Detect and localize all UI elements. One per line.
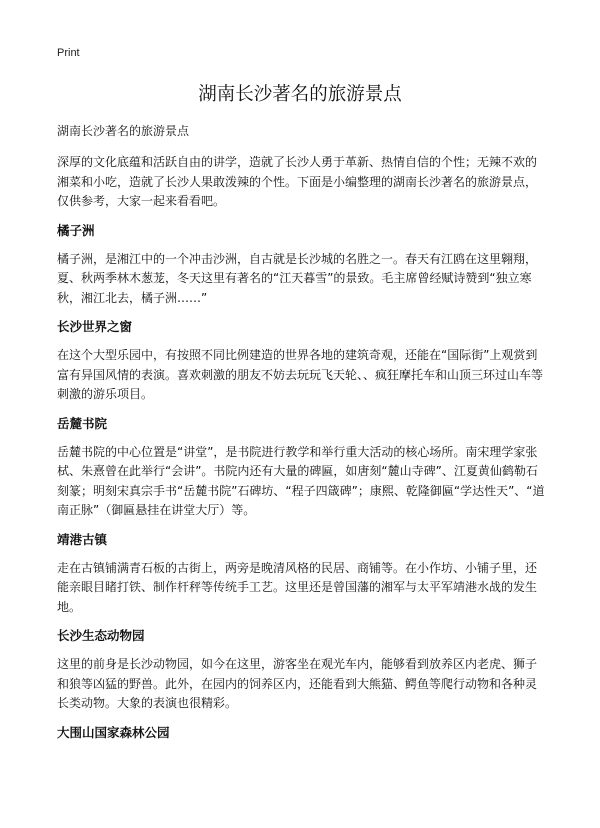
section-body: 在这个大型乐园中，有按照不同比例建造的世界各地的建筑奇观，还能在“国际街”上观赏到富有异国风情的表演。喜欢刺激的朋友不妨去玩玩飞天轮、、疯狂摩托车和山顶三环过山车等刺激的游乐项目。: [57, 348, 544, 401]
section-heading: 大围山国家森林公园: [57, 724, 170, 740]
section-yuelu-academy: [57, 415, 547, 521]
section-juzizhou: [57, 222, 547, 309]
section-heading: 靖港古镇: [57, 531, 108, 547]
section-daweishan-park: [57, 724, 547, 742]
section-body: 走在古镇铺满青石板的古街上，两旁是晚清风格的民居、商铺等。在小作坊、小铺子里，还能亲眼目睹打铁、制作杆秤等传统手工艺。这里还是曾国藩的湘军与太平军靖港水战的发生地。: [57, 560, 538, 614]
section-body: 岳麓书院的中心位置是“讲堂”，是书院进行教学和举行重大活动的核心场所。南宋理学家张栻、朱熹曾在此举行“会讲”。书院内还有大量的碑匾，如唐刻“麓山寺碑”、江夏黄仙鹤勒石刻篆；明刻宋真宗手书“岳麓书院”石碑坊、“程子四箴碑”；康熙、乾隆御匾“学达性天”、“道南正脉”（御匾悬挂在讲堂大厅）等。: [57, 444, 545, 517]
section-window-of-world: [57, 318, 547, 405]
intro-paragraph: 深厚的文化底蕴和活跃自由的讲学，造就了长沙人勇于革新、热情自信的个性；无辣不欢的湘菜和小吃，造就了长沙人果敢泼辣的个性。下面是小编整理的湖南长沙著名的旅游景点，仅供参考，大家一起来看看吧。: [57, 155, 538, 208]
section-jinggang-town: [57, 531, 547, 618]
section-heading: 长沙生态动物园: [57, 628, 145, 643]
section-heading: 岳麓书院: [57, 415, 108, 431]
section-body: 这里的前身是长沙动物园，如今在这里，游客坐在观光车内，能够看到放养区内老虎、狮子和狼等凶猛的野兽。此外，在园内的饲养区内，还能看到大熊猫、鳄鱼等爬行动物和各种灵长类动物。大象的表演也很精彩。: [57, 657, 538, 710]
print-label: Print: [57, 47, 80, 59]
section-heading: 橘子洲: [57, 222, 95, 238]
document-content: [57, 122, 547, 752]
document-subtitle: 湖南长沙著名的旅游景点: [57, 124, 190, 138]
document-title: 湖南长沙著名的旅游景点: [198, 84, 402, 105]
section-heading: 长沙世界之窗: [57, 319, 133, 334]
section-eco-zoo: [57, 627, 547, 714]
section-body: 橘子洲，是湘江中的一个冲击沙洲，自古就是长沙城的名胜之一。春天有江鸥在这里翱翔，夏、秋两季林木葱茏，冬天这里有著名的“江天暮雪”的景致。毛主席曾经赋诗赞到“独立寒秋，湘江北去，橘子洲……”: [57, 251, 538, 305]
